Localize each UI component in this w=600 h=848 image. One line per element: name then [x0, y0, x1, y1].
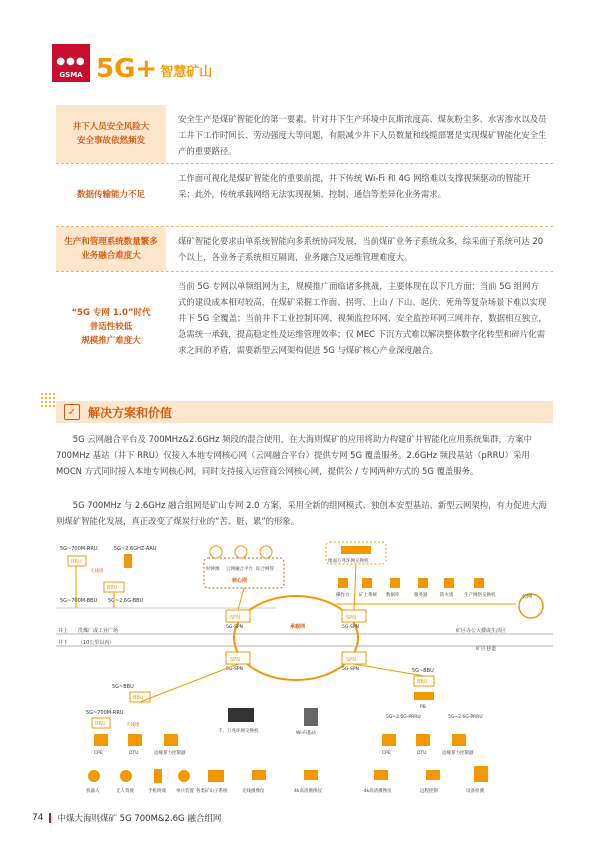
subsystem-icon [208, 770, 224, 782]
footer-divider [49, 813, 51, 823]
problem-row [56, 272, 553, 382]
svg-text:各类矿山子系统: 各类矿山子系统 [196, 789, 228, 794]
edge-controller-icon [452, 734, 466, 746]
4k-camera-icon [304, 770, 318, 780]
clock-icon [210, 546, 222, 558]
gsma-logo [52, 44, 90, 82]
wifi-ap-icon [304, 708, 318, 726]
svg-text:远程控制: 远程控制 [420, 789, 438, 794]
bbu-label: BBU [107, 585, 118, 591]
network-diagram [56, 538, 553, 798]
dtu-icon [128, 734, 142, 746]
cloud-platform-icon [235, 546, 247, 558]
rru-label: RRU [95, 721, 106, 727]
ring-switch-icon [228, 708, 254, 722]
page-number: 74 [32, 813, 44, 823]
equipment-inspection-icon [474, 766, 488, 782]
edge-controller-icon [164, 734, 178, 746]
diagram-label: 5G~2.6G-PRRU [448, 715, 483, 720]
problem-row [56, 105, 553, 164]
diagram-label: 边缘算力控制器 [154, 751, 186, 756]
terminal-row [86, 766, 488, 794]
diagram-label: 5G~2.6G-BBU [108, 598, 144, 604]
checklist-icon: ✓ [64, 404, 80, 420]
section-title: 解决方案和价值 [88, 405, 173, 420]
problem-label: “5G 专网 1.0”时代 普适性较低 规模推广难度大 [56, 272, 166, 382]
firewall-icon [444, 578, 454, 588]
title-subject: 智慧矿山 [160, 65, 213, 80]
ring-label: 承载网 [290, 624, 306, 630]
diagram-label: 千、万兆环网交换机 [218, 729, 259, 734]
problem-row [56, 164, 553, 227]
app-row [336, 578, 496, 598]
spn-node [226, 652, 250, 672]
diagram-label: 边缘算力控制器 [442, 751, 474, 756]
logo-text: GSMA [59, 71, 83, 79]
diagram-label: Wi-Fi基站 [296, 731, 316, 736]
svg-text:SPN: SPN [346, 657, 356, 663]
decor-dot-grid [40, 392, 56, 408]
paragraph: 5G 700MHz 与 2.6GHz 融合组网是矿山专网 2.0 方案，采用全新的组网模式、独创本安型基站、新型云网架构，有力促进大海则煤矿智能化发展，真正改变了煤炭行业的“苦、脏、累”的形象。 [56, 500, 547, 526]
level-label: 井上 [58, 628, 69, 634]
svg-text:单兵装置: 单兵装置 [176, 789, 194, 794]
svg-text:设备检测: 设备检测 [466, 789, 484, 794]
diagram-label: 5G~BBU [112, 684, 134, 690]
problem-table [56, 105, 553, 382]
svg-text:5G-SPN: 5G-SPN [342, 667, 359, 672]
aau-icon [124, 554, 132, 568]
svg-text:5G-SPN: 5G-SPN [226, 667, 243, 672]
diagram-label: 5G~2.6G-PRRU [386, 715, 421, 720]
svg-text:机器人: 机器人 [86, 789, 100, 794]
robot-icon [88, 770, 100, 782]
svg-text:无线摄像仪: 无线摄像仪 [242, 789, 265, 794]
footer [32, 812, 221, 824]
spn-node [226, 610, 250, 630]
cpe-icon [382, 734, 396, 746]
antenna-label: 天线组 [126, 723, 140, 728]
svg-text:5G-SPN: 5G-SPN [226, 625, 243, 630]
svg-text:SPN: SPN [230, 615, 240, 621]
svg-text:4k高清摄像仪: 4k高清摄像仪 [294, 789, 322, 794]
diagram-label: 5G~700M-RRU [86, 710, 124, 716]
switch-icon [341, 546, 371, 554]
4k-camera-icon [374, 770, 388, 780]
problem-label: 井下人员安全风险大 安全事故依然频发 [56, 105, 166, 163]
diagram-label: 5G~700M-BBU [60, 598, 98, 604]
level-label: 矿区办公大楼或生活区 [456, 628, 507, 634]
remote-control-icon [426, 770, 440, 780]
rru-label: RRU [71, 559, 82, 565]
svg-text:数据库: 数据库 [386, 593, 400, 598]
problem-label: 数据传输能力不足 [56, 164, 166, 226]
diagram-label: PB [420, 705, 426, 710]
section-header [56, 401, 553, 423]
phone-icon [154, 769, 162, 783]
problem-desc: 煤矿智能化要求由单系统智能向多系统协同发展，当前煤矿业务子系统众多，综采面子系统可达 20 个以上，各业务子系统相互隔离，业务融合及运维管理难度大。 [178, 236, 544, 262]
bearer-ring [234, 596, 358, 680]
svg-text:生产网络交换机: 生产网络交换机 [464, 593, 496, 598]
diagram-label: 5G~700M-RRU [60, 546, 98, 552]
pb-icon [414, 692, 434, 700]
cpe-icon [94, 734, 108, 746]
console-icon [338, 578, 348, 588]
diagram-label: DTU [417, 751, 427, 756]
bbu-label: BBU [417, 679, 428, 685]
cloud-label: 云网融合平台 [226, 567, 253, 572]
server-icon [418, 578, 428, 588]
svg-text:手机终端: 手机终端 [148, 789, 166, 794]
svg-text:-4k高清摄像仪: -4k高清摄像仪 [362, 789, 392, 794]
level-label: （10公里以内） [78, 640, 115, 646]
diagram-label: 5G~BBU [412, 668, 434, 674]
wearable-device-icon [178, 770, 190, 782]
svg-text:防火墙: 防火墙 [440, 593, 454, 598]
diagram-label: DTU [129, 751, 139, 756]
svg-text:操作台: 操作台 [336, 593, 350, 598]
spn-node [342, 610, 366, 630]
problem-row [56, 227, 553, 272]
logo-dots-icon: ●●● [56, 56, 86, 67]
switch-label: 地面万兆环网交换机 [328, 559, 369, 564]
level-label: 井下 [58, 640, 69, 646]
system-icon [362, 578, 372, 588]
paragraph: 5G 云网融合平台及 700MHz&2.6GHz 频段的混合使用，在大海则煤矿的应用将助力构建矿井智能化应用系统集群，方案中 700MHz 基站（井下 RRU）仅接入本地专网核心网（云网融合平台）提供专网 5G 覆盖服务。2.6GHz 频段基站（pRRU）采用 MOCN 方式同时接入本地专网核心网，同时支持接入运营商公网核心网，提供公 / 专网两种方式的 5G 覆盖服务。 [56, 434, 533, 476]
autonomous-vehicle-icon [120, 770, 132, 782]
nms-icon [260, 546, 272, 558]
spn-node [342, 652, 366, 672]
header [52, 40, 212, 82]
bbu-label: BBU [133, 695, 144, 701]
diagram-label: 5G~2.6GHZ-AAU [114, 546, 157, 552]
problem-desc: 工作面可视化是煤矿智能化的重要前提，井下传统 Wi-Fi 和 4G 网络难以支撑视频驱动的智能开采；此外，传统承载网络无法实现视频、控制、通信等差异化业务需求。 [178, 173, 531, 199]
diagram-label: CPE [382, 751, 391, 756]
problem-label: 生产和管理系统数量繁多 业务融合难度大 [56, 227, 166, 271]
public-label: 公网 [522, 594, 533, 600]
level-label: 矿区巷道 [476, 646, 497, 652]
footer-title: 中煤大海则煤矿 5G 700M&2.6G 融合组网 [57, 814, 222, 824]
cloud-label: 综合网管 [256, 567, 274, 572]
svg-text:SPN: SPN [346, 615, 356, 621]
svg-text:5G-SPN: 5G-SPN [342, 625, 359, 630]
network-switch-icon [474, 578, 484, 588]
svg-text:SPN: SPN [230, 657, 240, 663]
svg-text:无人驾驶: 无人驾驶 [116, 789, 134, 794]
problem-desc: 当前 5G 专网以单频组网为主，规模推广面临诸多挑战，主要体现在以下几方面：当前 5G 组网方式的建设成本相对较高，在煤矿采掘工作面、拐弯、上山 / 下山、起伏、死角等复杂场景下难以实现井下 5G 全覆盖；当前井下工业控制环网、视频监控环网、安全监控环网三网并存，数据相互独立，急需统一承载，提高稳定性及运维管理效率；仅 MEC 下沉方式难以解决整体数字化转型和碎片化需求之间的矛盾，需要新型云网架构促进 5G 与煤矿核心产业深度融合。 [178, 281, 547, 355]
antenna-label: 天线组 [90, 569, 104, 574]
cloud-label: 时钟源 [206, 567, 220, 572]
dtu-icon [416, 734, 430, 746]
title-5g: 5G+ [96, 54, 158, 84]
svg-text:服务器: 服务器 [414, 593, 428, 598]
problem-desc: 安全生产是煤矿智能化的第一要素。针对井下生产环境中瓦斯浓度高、煤灰粉尘多、水害渗水以及员工井下工作时间长、劳动强度大等问题，有限减少井下人员数量和线缆部署是实现煤矿智能化安全生产的重要路径。 [178, 114, 547, 156]
page-title [96, 56, 212, 82]
svg-text:矿上系统: 矿上系统 [359, 593, 377, 598]
core-label: 核心网 [232, 578, 248, 584]
wireless-camera-icon [252, 770, 266, 780]
diagram-label: CPE [94, 751, 103, 756]
database-icon [390, 578, 400, 588]
level-label: 洗煤厂或工业广场 [78, 628, 119, 634]
